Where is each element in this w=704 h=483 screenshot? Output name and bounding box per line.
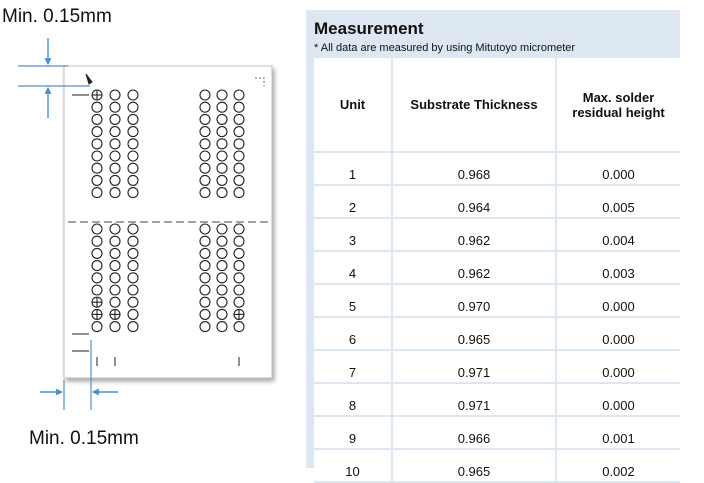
min-gap-label-bottom: Min. 0.15mm (29, 428, 139, 449)
table-row (314, 251, 680, 284)
table-header-row (314, 58, 680, 152)
cell-max-solder-height: 0.000 (556, 152, 680, 185)
cell-substrate-thickness: 0.964 (392, 185, 556, 218)
cell-substrate-thickness: 0.968 (392, 152, 556, 185)
measurement-panel (306, 10, 680, 479)
cell-substrate-thickness: 0.971 (392, 383, 556, 416)
measurement-table (314, 58, 680, 483)
cell-substrate-thickness: 0.971 (392, 350, 556, 383)
cell-max-solder-height: 0.004 (556, 218, 680, 251)
cell-unit: 2 (314, 185, 392, 218)
table-row (314, 218, 680, 251)
cell-unit: 7 (314, 350, 392, 383)
cell-unit: 8 (314, 383, 392, 416)
panel-note: * All data are measured by using Mitutoyo micrometer (314, 42, 576, 54)
cell-substrate-thickness: 0.965 (392, 317, 556, 350)
header-substrate-thickness: Substrate Thickness (392, 58, 556, 152)
cell-max-solder-height: 0.000 (556, 350, 680, 383)
cell-unit: 4 (314, 251, 392, 284)
cell-unit: 5 (314, 284, 392, 317)
min-gap-label-top: Min. 0.15mm (2, 6, 112, 27)
header-unit: Unit (314, 58, 392, 152)
cell-max-solder-height: 0.001 (556, 416, 680, 449)
cell-max-solder-height: 0.005 (556, 185, 680, 218)
table-row (314, 350, 680, 383)
table-row (314, 317, 680, 350)
cell-max-solder-height: 0.000 (556, 317, 680, 350)
table-row (314, 284, 680, 317)
substrate-drawing (0, 0, 300, 472)
cell-substrate-thickness: 0.962 (392, 218, 556, 251)
table-row (314, 416, 680, 449)
cell-substrate-thickness: 0.965 (392, 449, 556, 482)
table-row (314, 152, 680, 185)
cell-unit: 10 (314, 449, 392, 482)
table-row (314, 185, 680, 218)
cell-substrate-thickness: 0.966 (392, 416, 556, 449)
cell-max-solder-height: 0.003 (556, 251, 680, 284)
cell-max-solder-height: 0.000 (556, 383, 680, 416)
cell-unit: 3 (314, 218, 392, 251)
cell-max-solder-height: 0.002 (556, 449, 680, 482)
cell-substrate-thickness: 0.970 (392, 284, 556, 317)
cell-max-solder-height: 0.000 (556, 284, 680, 317)
table-row (314, 383, 680, 416)
cell-unit: 1 (314, 152, 392, 185)
cell-substrate-thickness: 0.962 (392, 251, 556, 284)
package-diagram (0, 0, 300, 472)
cell-unit: 9 (314, 416, 392, 449)
header-max-solder-height: Max. solder residual height (556, 58, 680, 152)
cell-unit: 6 (314, 317, 392, 350)
panel-title: Measurement (314, 19, 424, 38)
table-row (314, 449, 680, 482)
